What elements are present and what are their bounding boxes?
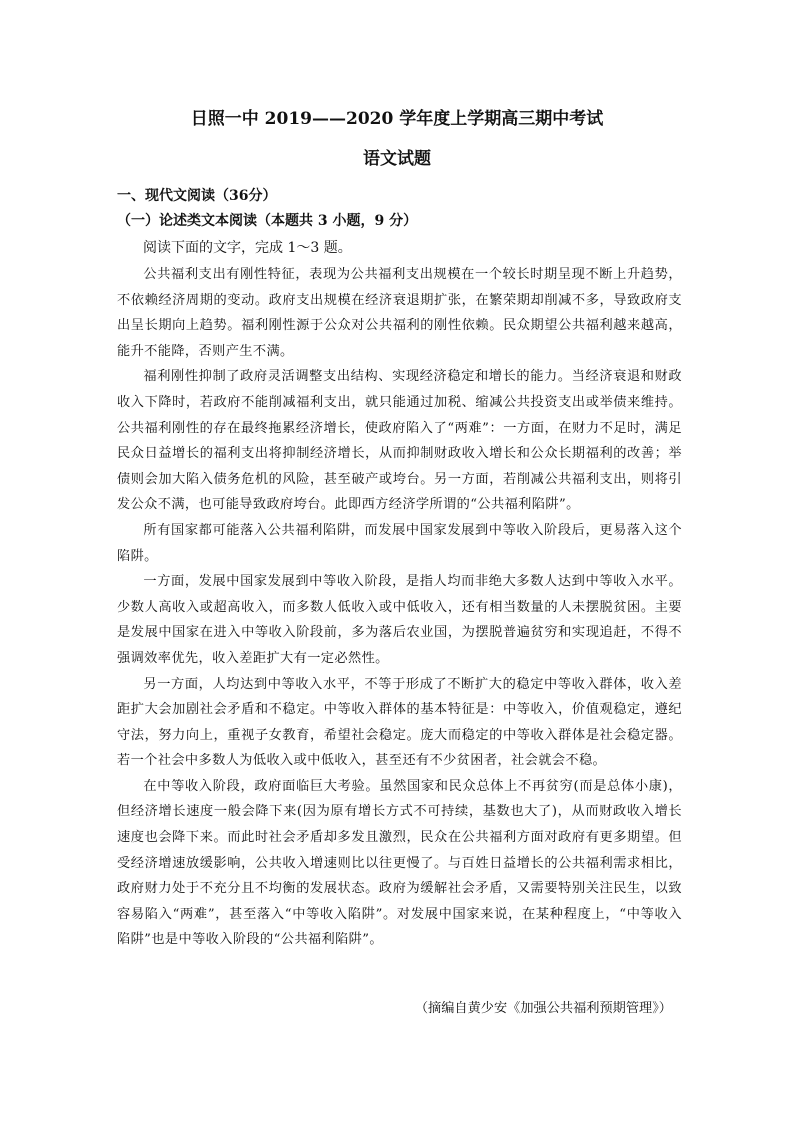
reading-passage [117, 262, 682, 953]
exam-title: 日照一中 2019——2020 学年度上学期高三期中考试 [190, 109, 604, 129]
passage-paragraph: 公共福利支出有刚性特征，表现为公共福利支出规模在一个较长时期呈现不断上升趋势，不依赖经济周期的变动。政府支出规模在经济衰退期扩张，在繁荣期却削减不多，导致政府支出呈长期向上趋势。福利刚性源于公众对公共福利的刚性依赖。民众期望公共福利越来越高，能升不能降，否则产生不满。 [117, 267, 682, 359]
passage-paragraph: 在中等收入阶段，政府面临巨大考验。虽然国家和民众总体上不再贫穷(而是总体小康)，但经济增长速度一般会降下来(因为原有增长方式不可持续，基数也大了)，从而财政收入增长速度也会降下来。而此时社会矛盾却多发且激烈，民众在公共福利方面对政府有更多期望。但受经济增速放缓影响，公共收入增速则比以往更慢了。与百姓日益增长的公共福利需求相比，政府财力处于不充分且不均衡的发展状态。政府为缓解社会矛盾，又需要特别关注民生，以致容易陷入“两难”，甚至落入“中等收入陷阱”。对发展中国家来说，在某种程度上，“中等收入陷阱”也是中等收入阶段的“公共福利陷阱”。 [117, 778, 682, 948]
passage-paragraph: 福利刚性抑制了政府灵活调整支出结构、实现经济稳定和增长的能力。当经济衰退和财政收入下降时，若政府不能削减福利支出，就只能通过加税、缩减公共投资支出或举债来维持。公共福利刚性的存在最终拖累经济增长，使政府陷入了“两难”：一方面，在财力不足时，满足民众日益增长的福利支出将抑制经济增长，从而抑制财政收入增长和公众长期福利的改善；举债则会加大陷入债务危机的风险，甚至破产或垮台。另一方面，若削减公共福利支出，则将引发公众不满，也可能导致政府垮台。此即西方经济学所谓的“公共福利陷阱”。 [117, 369, 682, 513]
passage-paragraph: 一方面，发展中国家发展到中等收入阶段，是指人均而非绝大多数人达到中等收入水平。少数人高收入或超高收入，而多数人低收入或中低收入，还有相当数量的人未摆脱贫困。主要是发展中国家在进入中等收入阶段前，多为落后农业国，为摆脱普遍贫穷和实现追赶，不得不强调效率优先，收入差距扩大有一定必然性。 [117, 574, 682, 666]
exam-subtitle: 语文试题 [363, 149, 431, 169]
instruction-text: 阅读下面的文字，完成 1～3 题。 [143, 240, 352, 256]
passage-source: （摘编自黄少安《加强公共福利预期管理》） [414, 1001, 672, 1016]
section-heading: 一、现代文阅读（36分） [117, 188, 277, 204]
passage-paragraph: 另一方面，人均达到中等收入水平，不等于形成了不断扩大的稳定中等收入群体，收入差距扩大会加剧社会矛盾和不稳定。中等收入群体的基本特征是：中等收入，价值观稳定，遵纪守法，努力向上，重视子女教育，希望社会稳定。庞大而稳定的中等收入群体是社会稳定器。若一个社会中多数人为低收入或中低收入，甚至还有不少贫困者，社会就会不稳。 [117, 676, 682, 769]
passage-paragraph: 所有国家都可能落入公共福利陷阱，而发展中国家发展到中等收入阶段后，更易落入这个陷阱。 [117, 522, 682, 564]
subsection-heading: （一）论述类文本阅读（本题共 3 小题，9 分） [117, 213, 418, 229]
